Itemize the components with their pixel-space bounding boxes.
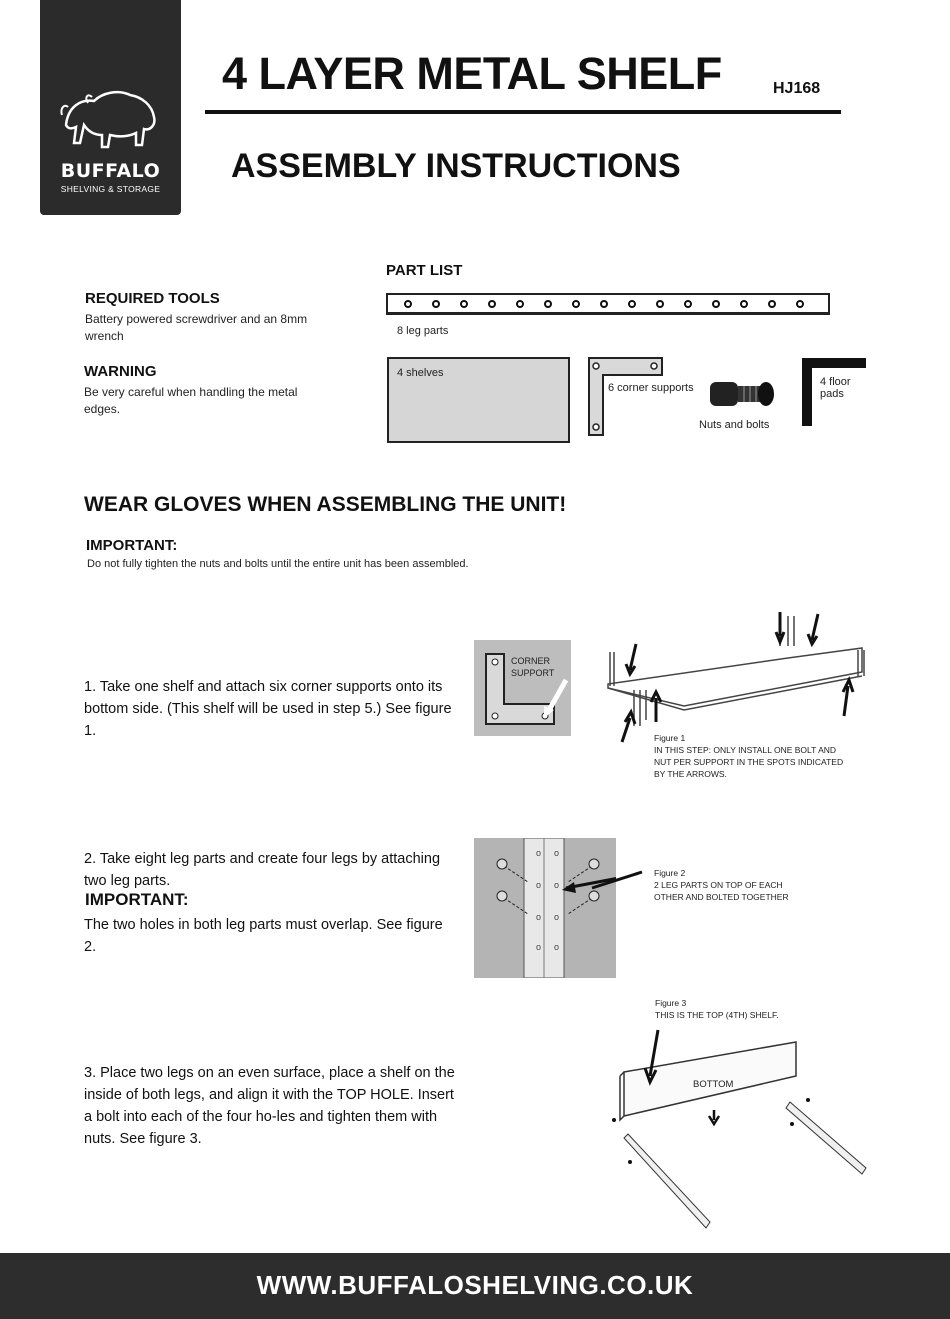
leg-part-illustration (386, 293, 830, 315)
bolt-icon (708, 376, 776, 412)
nuts-bolts-label: Nuts and bolts (699, 419, 770, 431)
shelves-label: 4 shelves (397, 367, 444, 379)
corner-support-inset-label: CORNER SUPPORT (511, 656, 555, 678)
step-2-important-heading: IMPORTANT: (85, 890, 189, 909)
shelf-illustration (387, 357, 570, 443)
figure-1-caption: IN THIS STEP: ONLY INSTALL ONE BOLT AND NUT PER SUPPORT IN THE SPOTS INDICATED BY THE ARROWS. (654, 745, 844, 779)
model-number: HJ168 (773, 80, 821, 97)
part-list-heading: PART LIST (386, 262, 463, 279)
figure-2-arrow (590, 866, 645, 896)
footer-bar (0, 1253, 950, 1319)
svg-text:o: o (536, 942, 542, 952)
step-2-text: 2. Take eight leg parts and create four legs by attaching two leg parts. (84, 851, 441, 889)
warning-text: Be very careful when handling the metal edges. (84, 385, 298, 416)
brand-logo (40, 0, 181, 215)
svg-text:o: o (536, 880, 542, 890)
page-subtitle: ASSEMBLY INSTRUCTIONS (231, 147, 681, 185)
title-divider (205, 110, 841, 114)
figure-3-shelf-diagram (610, 1028, 868, 1236)
corner-support-icon (586, 355, 668, 440)
figure-1-shelf-diagram (604, 606, 868, 746)
figure-2-title: Figure 2 (654, 868, 686, 878)
leg-parts-label: 8 leg parts (397, 325, 449, 337)
important-text: Do not fully tighten the nuts and bolts until the entire unit has been assembled. (87, 558, 469, 570)
figure-3-caption: THIS IS THE TOP (4TH) SHELF. (655, 1010, 779, 1020)
tools-text: Battery powered screwdriver and an 8mm wrench (85, 312, 308, 343)
figure-1-title: Figure 1 (654, 733, 686, 743)
figure-3-bottom-label: BOTTOM (693, 1079, 734, 1090)
svg-text:o: o (554, 880, 560, 890)
svg-text:o: o (554, 942, 560, 952)
floor-pads-label: 4 floor pads (820, 376, 851, 400)
figure-3-title: Figure 3 (655, 998, 687, 1008)
svg-text:o: o (536, 848, 542, 858)
figure-2-caption: 2 LEG PARTS ON TOP OF EACH OTHER AND BOLTED TOGETHER (654, 880, 789, 902)
buffalo-icon (58, 85, 163, 155)
page-title: 4 LAYER METAL SHELF (222, 48, 722, 99)
step-3-text: 3. Place two legs on an even surface, place a shelf on the inside of both legs, and align it with the TOP HOLE. Insert a bolt into each of the four ho-les and tighten them with nuts. See figure 3. (84, 1065, 455, 1147)
warning-heading: WARNING (84, 363, 157, 380)
footer-url[interactable]: WWW.BUFFALOSHELVING.CO.UK (256, 1270, 694, 1300)
important-heading: IMPORTANT: (86, 537, 178, 554)
step-2-important-text: The two holes in both leg parts must overlap. See figure 2. (84, 917, 443, 955)
brand-name: BUFFALO (60, 160, 161, 182)
svg-text:o: o (554, 848, 560, 858)
brand-tagline: SHELVING & STORAGE (60, 184, 161, 194)
gloves-warning: WEAR GLOVES WHEN ASSEMBLING THE UNIT! (84, 493, 567, 516)
svg-text:o: o (536, 912, 542, 922)
figure-2-leg-diagram (474, 838, 616, 978)
corner-supports-label: 6 corner supports (608, 382, 694, 394)
step-1-text: 1. Take one shelf and attach six corner supports onto its bottom side. (This shelf will be used in step 5.) See figure 1. (84, 679, 452, 739)
svg-text:o: o (554, 912, 560, 922)
tools-heading: REQUIRED TOOLS (85, 290, 220, 307)
